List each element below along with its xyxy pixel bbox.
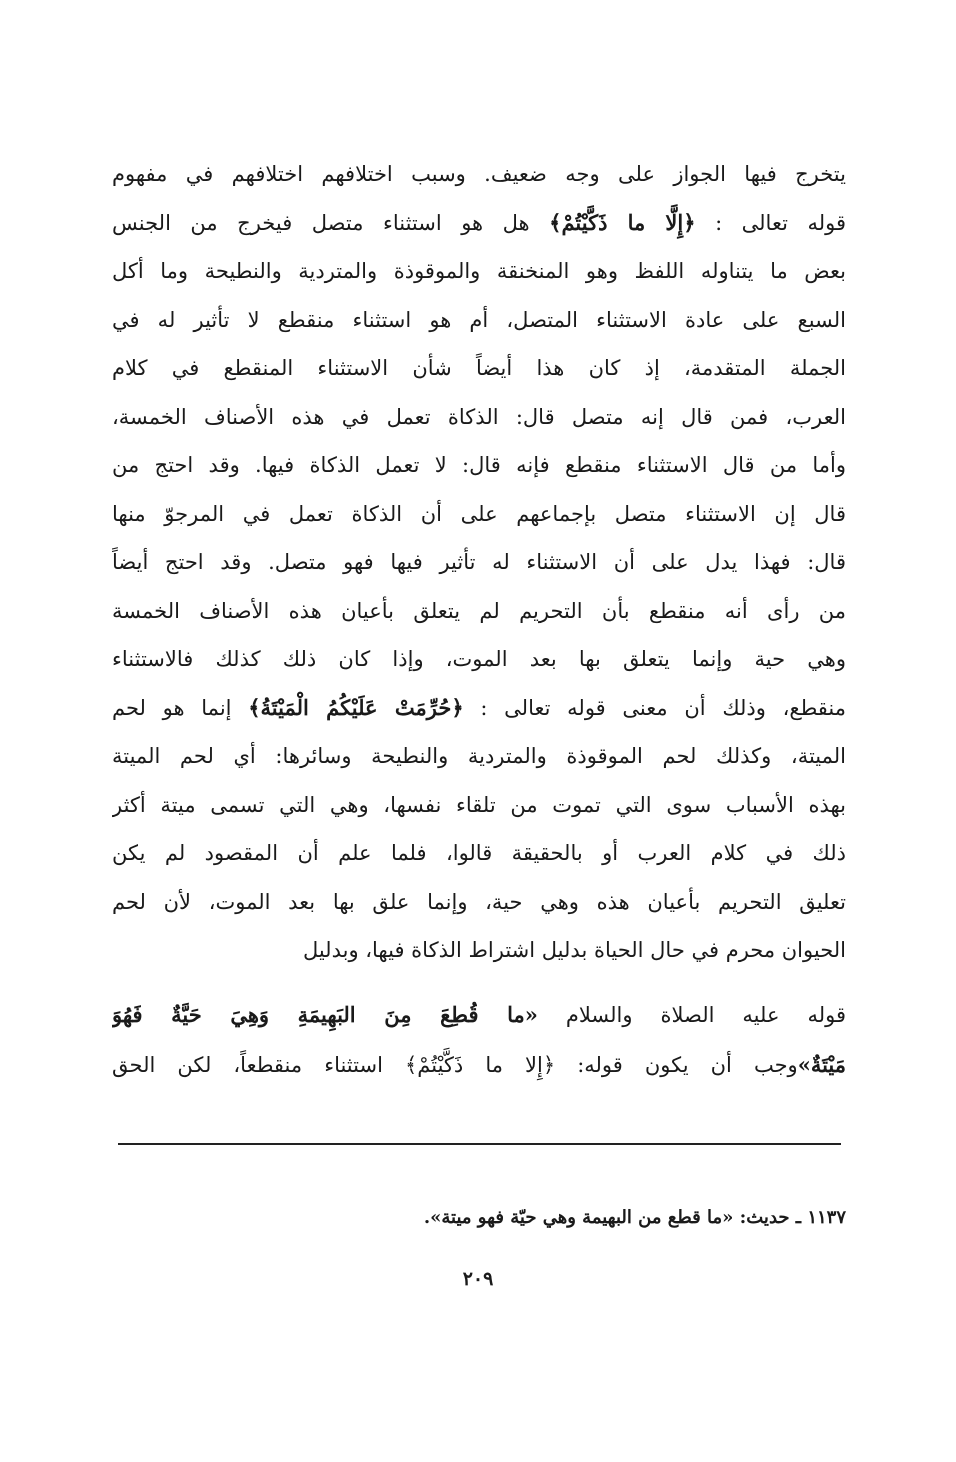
text-line: بهذه الأسباب سوى التي تموت من تلقاء نفسها، وهي التي تسمى ميتة أكثر [112, 792, 846, 817]
text-line: منقطع، وذلك أن معنى قوله تعالى : ﴿حُرِّمَتْ عَلَيْكُمُ الْمَيْتَةُ﴾ إنما هو لحم [112, 694, 846, 720]
text-line: العرب، فمن قال إنه متصل قال: الذكاة تعمل في هذه الأصناف الخمسة، [112, 404, 846, 429]
text-line: الحيوان محرم في حال الحياة بدليل اشتراط الذكاة فيها، وبدليل [302, 938, 846, 962]
text-line: تعليق التحريم بأعيان هذه وهي حية، وإنما علق بها بعد الموت، لأن لحم [112, 889, 846, 914]
hadith-quote: «ما قُطِعَ مِنَ البَهِيمَةِ وَهِيَ حَيَّةٌ فَهُوَ [112, 1002, 538, 1027]
text-line: من رأى أنه منقطع بأن التحريم لم يتعلق بأعيان هذه الأصناف الخمسة [112, 598, 846, 623]
text-line: قوله عليه الصلاة والسلام «ما قُطِعَ مِنَ البَهِيمَةِ وَهِيَ حَيَّةٌ فَهُوَ [112, 1002, 846, 1027]
hadith-quote: مَيْتَةٌ» [797, 1052, 846, 1077]
text-line: بعض ما يتناوله اللفظ وهو المنخنقة والموقوذة والمتردية والنطيحة وما أكل [112, 259, 846, 283]
text-line: السبع على عادة الاستثناء المتصل، أم هو استثناء منقطع لا تأثير له في [112, 307, 846, 332]
footnote: ١١٣٧ ـ حديث: «ما قطع من البهيمة وهي حيّة فهو ميتة». [423, 1207, 846, 1228]
text-line: قال إن الاستثناء متصل بإجماعهم على أن الذكاة تعمل في المرجوّ منها [112, 501, 846, 526]
text-line: وأما من قال الاستثناء منقطع فإنه قال: لا تعمل الذكاة فيها. وقد احتج من [112, 453, 846, 477]
text-line: الميتة، وكذلك لحم الموقوذة والمتردية والنطيحة وسائرها: أي لحم الميتة [112, 744, 846, 768]
text-line: الجملة المتقدمة، إذ كان هذا أيضاً شأن الاستثناء المنقطع في كلام [112, 356, 846, 380]
text-line: ذلك في كلام العرب أو بالحقيقة قالوا، فلما علم أن المقصود لم يكن [112, 841, 846, 865]
text-line: قوله تعالى : ﴿إِلَّا ما ذَكَّيْتُمْ﴾ هل هو استثناء متصل فيخرج من الجنس [112, 209, 846, 235]
page-number: ٢٠٩ [462, 1268, 494, 1290]
text-line: وهي حية وإنما يتعلق بها بعد الموت، وإذا كان ذلك كذلك فالاستثناء [112, 647, 846, 671]
hadith-paragraph [112, 990, 846, 1090]
quran-quote: ﴿حُرِّمَتْ عَلَيْكُمُ الْمَيْتَةُ﴾ [248, 694, 464, 720]
quran-quote: ﴿إِلَّا ما ذَكَّيْتُمْ﴾ [549, 209, 696, 235]
text-line: مَيْتَةٌ»وجب أن يكون قوله: ﴿إِلا ما ذَكَّيْتُمْ﴾ استثناء منقطعاً، لكن الحق [112, 1052, 846, 1077]
text-line: يتخرج فيها الجواز على وجه ضعيف. وسبب اختلافهم اختلافهم في مفهوم [112, 162, 846, 186]
main-paragraph [112, 150, 846, 975]
footnote-divider [118, 1143, 841, 1145]
text-line: قال: فهذا يدل على أن الاستثناء له تأثير فيها فهو متصل. وقد احتج أيضاً [112, 550, 846, 574]
